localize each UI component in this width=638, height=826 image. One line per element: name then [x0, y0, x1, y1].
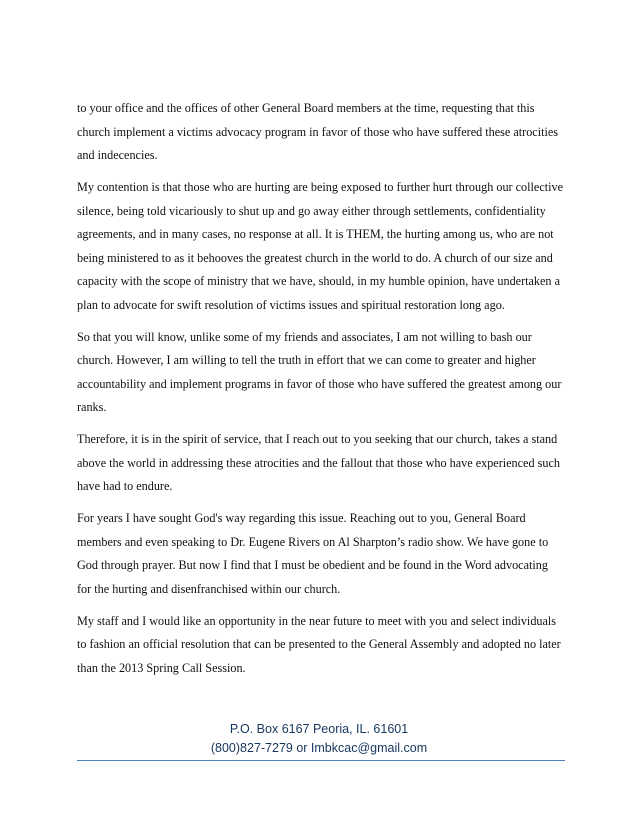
paragraph-not-bashing: So that you will know, unlike some of my friends and associates, I am not willing to bash our church. However, I am willing to tell the truth in effort that we can come to greater and higher accountability and implement programs in favor of those who have suffered the greatest among our ranks. — [77, 329, 562, 414]
footer-address: P.O. Box 6167 Peoria, IL. 61601 — [229, 722, 409, 736]
paragraph-meeting-request: My staff and I would like an opportunity in the near future to meet with you and select individuals to fashion an official resolution that can be presented to the General Assembly and adopted no later than the 2013 Spring Call Session. — [77, 613, 561, 675]
paragraph-request-continuation: to your office and the offices of other General Board members at the time, requesting that this church implement a victims advocacy program in favor of those who have suffered these atrocities and indecencies. — [77, 101, 559, 162]
paragraph-years-sought: For years I have sought God's way regarding this issue. Reaching out to you, General Board members and even speaking to Dr. Eugene Rivers on Al Sharpton’s radio show. We have gone to God through prayer. But now I find that I must be obedient and be found in the Word advocating for the hurting and disenfranchised within our church. — [77, 511, 549, 596]
letter-body — [77, 97, 565, 680]
footer-contact: (800)827-7279 or Imbkcac@gmail.com — [210, 741, 428, 755]
footer-divider — [77, 760, 565, 761]
paragraph-spirit-of-service: Therefore, it is in the spirit of service, that I reach out to you seeking that our church, takes a stand above the world in addressing these atrocities and the fallout that those who have experienced such have had to endure. — [77, 432, 560, 493]
letterhead-footer — [0, 720, 638, 758]
paragraph-contention: My contention is that those who are hurting are being exposed to further hurt through our collective silence, being told vicariously to shut up and go away either through settlements, confidentiality agreements, and in many cases, no response at all. It is THEM, the hurting among us, who are not being ministered to as it behooves the greatest church in the world to do. A church of our size and capacity with the scope of ministry that we have, should, in my humble opinion, have undertaken a plan to advocate for swift resolution of victims issues and spiritual restoration long ago. — [77, 180, 564, 312]
